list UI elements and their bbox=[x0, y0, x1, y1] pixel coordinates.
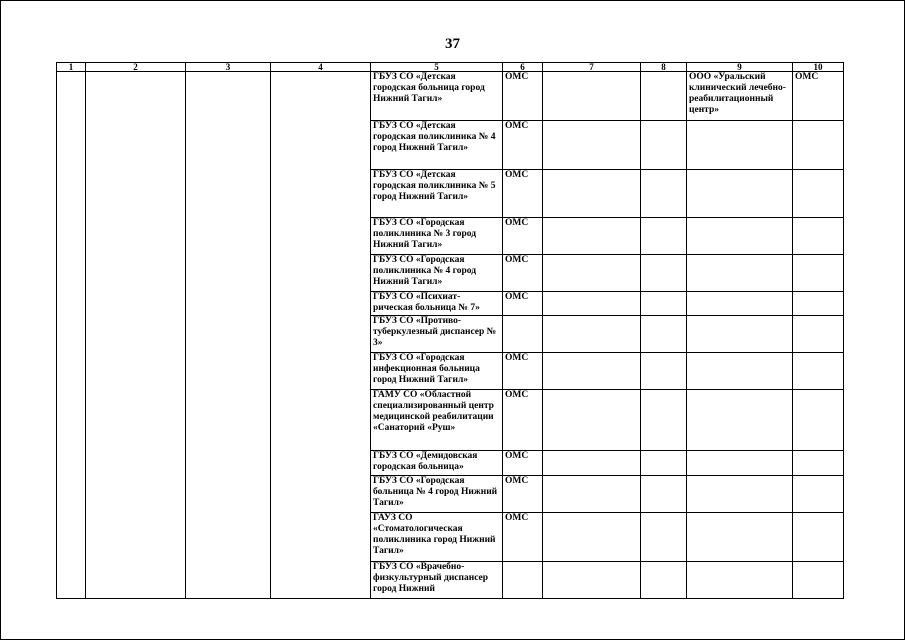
partner-org-cell bbox=[687, 451, 793, 476]
org-cell: ГБУЗ СО «Городская инфекционная больница город Нижний Тагил» bbox=[371, 353, 503, 390]
org-cell: ГБУЗ СО «Городская поликлиника № 4 город Нижний Тагил» bbox=[371, 255, 503, 292]
partner-org-cell bbox=[687, 170, 793, 218]
funding-cell bbox=[503, 316, 543, 353]
column-header-9: 9 bbox=[687, 63, 793, 72]
partner-org-cell bbox=[687, 562, 793, 599]
partner-org-cell bbox=[687, 292, 793, 316]
document-table bbox=[56, 62, 844, 599]
cell-col8 bbox=[641, 255, 687, 292]
funding-cell: ОМС bbox=[503, 292, 543, 316]
page-number: 37 bbox=[445, 36, 460, 52]
cell-col7 bbox=[543, 353, 641, 390]
org-cell: ГБУЗ СО «Городская больница № 4 город Нижний Тагил» bbox=[371, 476, 503, 513]
partner-org-cell bbox=[687, 121, 793, 170]
column-header-10: 10 bbox=[793, 63, 844, 72]
org-cell: ГБУЗ СО «Городская поликлиника № 3 город Нижний Тагил» bbox=[371, 218, 503, 255]
cell-col8 bbox=[641, 316, 687, 353]
partner-org-cell: ООО «Уральский клинический лечебно-реабилитационный центр» bbox=[687, 72, 793, 121]
cell-col7 bbox=[543, 476, 641, 513]
column-header-8: 8 bbox=[641, 63, 687, 72]
cell-col7 bbox=[543, 390, 641, 451]
column-header-5: 5 bbox=[371, 63, 503, 72]
cell-col8 bbox=[641, 170, 687, 218]
partner-funding-cell bbox=[793, 562, 844, 599]
cell-col8 bbox=[641, 476, 687, 513]
funding-cell: ОМС bbox=[503, 121, 543, 170]
org-cell: ГАМУ СО «Областной специализированный центр медицинской реабилитации «Санаторий «Руш» bbox=[371, 390, 503, 451]
partner-org-cell bbox=[687, 390, 793, 451]
partner-funding-cell bbox=[793, 476, 844, 513]
cell-col8 bbox=[641, 390, 687, 451]
cell-col7 bbox=[543, 316, 641, 353]
org-cell: ГБУЗ СО «Детская городская больница город Нижний Тагил» bbox=[371, 72, 503, 121]
partner-funding-cell bbox=[793, 316, 844, 353]
partner-funding-cell bbox=[793, 255, 844, 292]
partner-org-cell bbox=[687, 316, 793, 353]
column-header-3: 3 bbox=[186, 63, 271, 72]
cell-col8 bbox=[641, 218, 687, 255]
funding-cell: ОМС bbox=[503, 451, 543, 476]
cell-col7 bbox=[543, 218, 641, 255]
funding-cell: ОМС bbox=[503, 170, 543, 218]
partner-org-cell bbox=[687, 476, 793, 513]
column-header-4: 4 bbox=[271, 63, 371, 72]
partner-org-cell bbox=[687, 255, 793, 292]
partner-funding-cell bbox=[793, 353, 844, 390]
funding-cell: ОМС bbox=[503, 390, 543, 451]
cell-col8 bbox=[641, 513, 687, 562]
column-header-6: 6 bbox=[503, 63, 543, 72]
org-cell: ГБУЗ СО «Детская городская поликлиника № 4 город Нижний Тагил» bbox=[371, 121, 503, 170]
table-header-row bbox=[57, 63, 844, 72]
partner-funding-cell bbox=[793, 390, 844, 451]
cell-col8 bbox=[641, 562, 687, 599]
merged-cell-col1 bbox=[57, 72, 86, 599]
org-cell: ГБУЗ СО «Противо-туберкулезный диспансер № 3» bbox=[371, 316, 503, 353]
funding-cell: ОМС bbox=[503, 218, 543, 255]
cell-col7 bbox=[543, 562, 641, 599]
partner-org-cell bbox=[687, 353, 793, 390]
partner-org-cell bbox=[687, 218, 793, 255]
org-cell: ГБУЗ СО «Детская городская поликлиника № 5 город Нижний Тагил» bbox=[371, 170, 503, 218]
cell-col7 bbox=[543, 72, 641, 121]
column-header-1: 1 bbox=[57, 63, 86, 72]
partner-funding-cell bbox=[793, 292, 844, 316]
partner-funding-cell bbox=[793, 451, 844, 476]
cell-col7 bbox=[543, 513, 641, 562]
org-cell: ГБУЗ СО «Демидовская городская больница» bbox=[371, 451, 503, 476]
cell-col8 bbox=[641, 451, 687, 476]
table-body bbox=[57, 72, 844, 599]
partner-funding-cell bbox=[793, 121, 844, 170]
merged-cell-col4 bbox=[271, 72, 371, 599]
table-row bbox=[57, 72, 844, 121]
cell-col8 bbox=[641, 353, 687, 390]
cell-col7 bbox=[543, 255, 641, 292]
partner-funding-cell bbox=[793, 218, 844, 255]
funding-cell: ОМС bbox=[503, 72, 543, 121]
cell-col7 bbox=[543, 121, 641, 170]
cell-col8 bbox=[641, 121, 687, 170]
merged-cell-col3 bbox=[186, 72, 271, 599]
cell-col7 bbox=[543, 451, 641, 476]
funding-cell: ОМС bbox=[503, 353, 543, 390]
org-cell: ГБУЗ СО «Врачебно-физкультурный диспансер город Нижний bbox=[371, 562, 503, 599]
cell-col7 bbox=[543, 170, 641, 218]
column-header-7: 7 bbox=[543, 63, 641, 72]
funding-cell: ОМС bbox=[503, 513, 543, 562]
partner-funding-cell: ОМС bbox=[793, 72, 844, 121]
partner-funding-cell bbox=[793, 513, 844, 562]
partner-funding-cell bbox=[793, 170, 844, 218]
cell-col8 bbox=[641, 292, 687, 316]
partner-org-cell bbox=[687, 513, 793, 562]
funding-cell: ОМС bbox=[503, 476, 543, 513]
cell-col7 bbox=[543, 292, 641, 316]
org-cell: ГАУЗ СО «Стоматологическая поликлиника город Нижний Тагил» bbox=[371, 513, 503, 562]
column-header-2: 2 bbox=[86, 63, 186, 72]
funding-cell: ОМС bbox=[503, 255, 543, 292]
cell-col8 bbox=[641, 72, 687, 121]
org-cell: ГБУЗ СО «Психиат-рическая больница № 7» bbox=[371, 292, 503, 316]
merged-cell-col2 bbox=[86, 72, 186, 599]
funding-cell bbox=[503, 562, 543, 599]
